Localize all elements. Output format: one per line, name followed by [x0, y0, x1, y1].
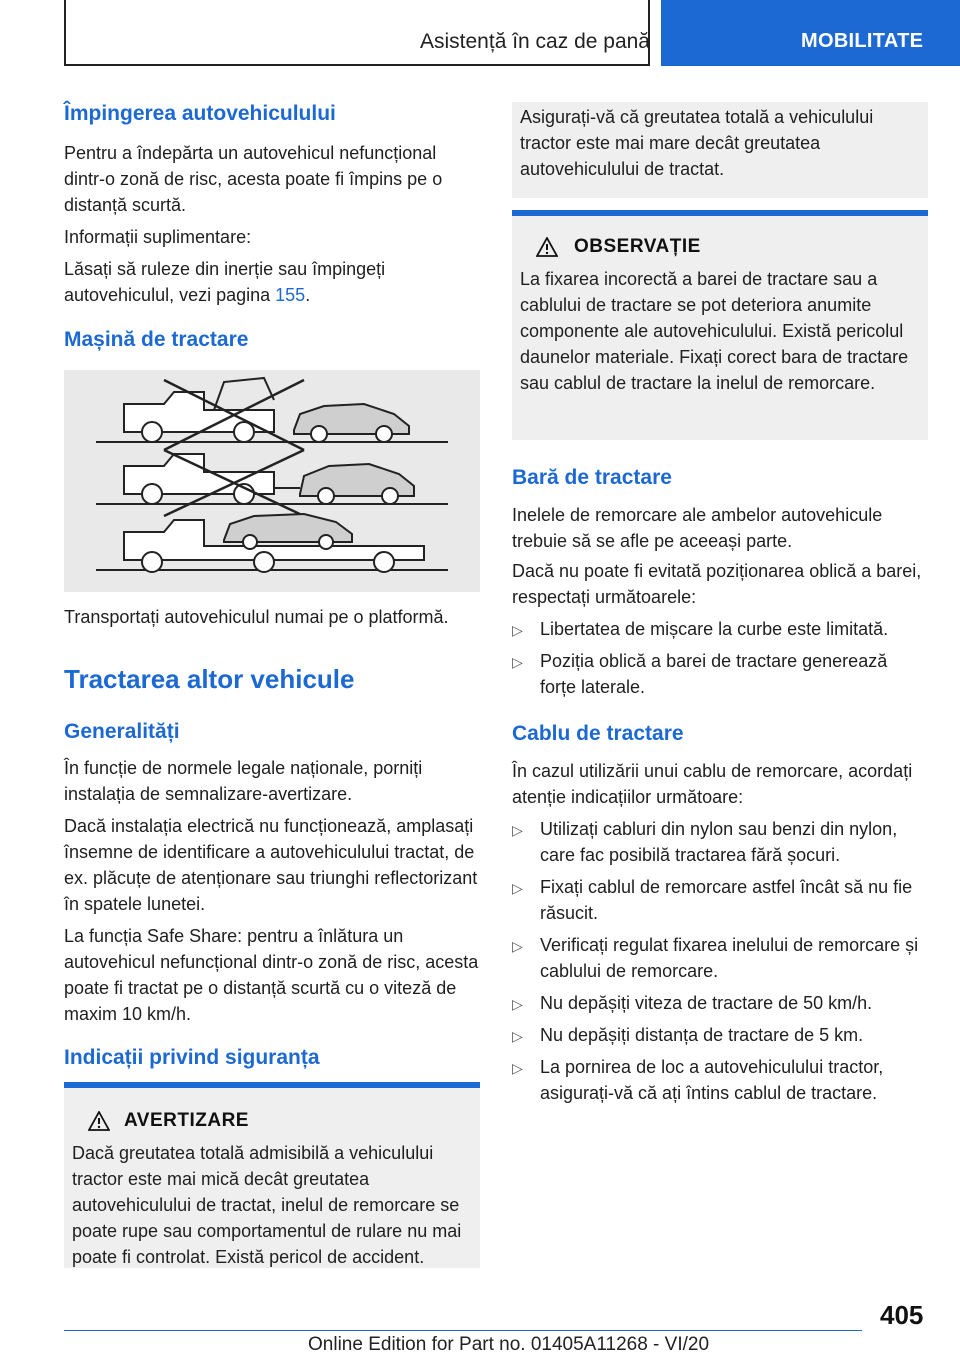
list-item	[512, 1022, 928, 1048]
list-item	[512, 648, 928, 700]
edition-text: Online Edition for Part no. 01405A11268 - VI/20	[308, 1334, 710, 1355]
wheel	[319, 535, 333, 549]
cable-bullet-list	[512, 816, 928, 1106]
figure-caption: Transportați autovehiculul numai pe o platformă.	[64, 607, 449, 627]
general-paragraph-1: În funcție de normele legale naționale, porniți instalația de semnalizare-avertizare.	[64, 758, 423, 804]
list-item	[512, 1054, 928, 1106]
warning-header	[72, 1110, 472, 1132]
list-item-text: Poziția oblică a barei de tractare generează forțe laterale.	[540, 651, 888, 697]
footer-divider	[64, 1330, 862, 1331]
header-tab-label: MOBILITATE	[801, 30, 924, 52]
header-section-title: Asistență în caz de pană	[420, 30, 650, 53]
triangle-right-icon: ▷	[512, 880, 523, 896]
warning-triangle-icon	[536, 237, 558, 257]
note-text: Asigurați-vă că greutatea totală a vehiculului tractor este mai mare decât greutatea autovehiculului de tractat.	[520, 107, 874, 179]
list-item-text: La pornirea de loc a autovehiculului tractor, asigurați-vă că ați întins cablul de tractare.	[540, 1057, 884, 1103]
list-item-text: Nu depășiți distanța de tractare de 5 km.	[540, 1025, 864, 1045]
push-paragraph-3-text: Lăsați să ruleze din inerție sau împingeți autovehiculul, vezi pagina	[64, 259, 386, 305]
triangle-right-icon: ▷	[512, 996, 523, 1012]
warning-title: AVERTIZARE	[124, 1110, 249, 1131]
wheel	[142, 484, 162, 504]
bar-paragraph-1: Inelele de remorcare ale ambelor autovehicule trebuie să se afle pe aceeași parte.	[512, 505, 883, 551]
header-tab-mobility[interactable]	[661, 0, 960, 66]
list-item-text: Nu depășiți viteza de tractare de 50 km/h.	[540, 993, 873, 1013]
heading-tow-cable: Cablu de tractare	[512, 722, 684, 745]
heading-general: Generalități	[64, 720, 180, 743]
wheel	[142, 422, 162, 442]
warning-text: Dacă greutatea totală admisibilă a vehiculului tractor este mai mică decât greutatea autovehiculului de tractat, inelul de remorcare se poate rupe sau comportamentul de rulare nu mai poate fi controlat. Există pericol de accident.	[72, 1143, 462, 1267]
heading-push: Împingerea autovehiculului	[64, 102, 336, 125]
general-paragraph-3: La funcția Safe Share: pentru a înlătura un autovehicul nefuncțional dintr-o zonă de risc, acesta poate fi tractat pe o distanță scurtă cu o viteză de maxim 10 km/h.	[64, 926, 479, 1024]
warning-box	[64, 1088, 480, 1268]
heading-tow-bar: Bară de tractare	[512, 466, 672, 489]
heading-tow-vehicle: Mașină de tractare	[64, 328, 249, 351]
page-number: 405	[880, 1300, 924, 1330]
triangle-right-icon: ▷	[512, 1028, 523, 1044]
list-item-text: Libertatea de mișcare la curbe este limitată.	[540, 619, 889, 639]
wheel	[382, 488, 398, 504]
list-item	[512, 990, 928, 1016]
triangle-right-icon: ▷	[512, 938, 523, 954]
list-item	[512, 874, 928, 926]
wheel	[254, 552, 274, 572]
bar-bullet-list	[512, 616, 928, 700]
notice-title: OBSERVAȚIE	[574, 236, 701, 257]
push-paragraph-2: Informații suplimentare:	[64, 227, 252, 247]
push-paragraph-3: Lăsați să ruleze din inerție sau împingeți autovehiculul, vezi pagina 155.	[64, 259, 386, 305]
cable-paragraph-1: În cazul utilizării unui cablu de remorcare, acordați atenție indicațiilor următoare:	[512, 761, 913, 807]
wheel	[243, 535, 257, 549]
wheel	[142, 552, 162, 572]
wheel	[374, 552, 394, 572]
general-paragraph-2: Dacă instalația electrică nu funcționează, amplasați însemne de identificare a autovehiculului tractat, de ex. plăcuțe de atenționare sau triunghi reflectorizant în spatele lunetei.	[64, 816, 478, 914]
wheel	[311, 426, 327, 442]
list-item	[512, 932, 928, 984]
list-item-text: Fixați cablul de remorcare astfel încât să nu fie răsucit.	[540, 877, 913, 923]
wheel	[234, 422, 254, 442]
push-paragraph-1: Pentru a îndepărta un autovehicul nefuncțional dintr-o zonă de risc, acesta poate fi împins pe o distanță scurtă.	[64, 143, 443, 215]
wheel	[318, 488, 334, 504]
warning-triangle-icon	[88, 1111, 110, 1131]
triangle-right-icon: ▷	[512, 622, 523, 638]
page-link[interactable]: 155	[275, 285, 306, 305]
heading-tow-other: Tractarea altor vehicule	[64, 664, 355, 694]
list-item	[512, 616, 928, 642]
triangle-right-icon: ▷	[512, 654, 523, 670]
wheel	[376, 426, 392, 442]
triangle-right-icon: ▷	[512, 1060, 523, 1076]
heading-safety: Indicații privind siguranța	[64, 1046, 320, 1069]
notice-header	[520, 236, 920, 258]
notice-text: La fixarea incorectă a barei de tractare sau a cablului de tractare se pot deteriora anumite componente ale autovehiculului. Există pericolul daunelor materiale. Fixați corect bara de tractare sau cablul de tractare la inelul de remorcare.	[520, 269, 909, 393]
notice-box	[512, 216, 928, 440]
list-item-text: Utilizați cabluri din nylon sau benzi din nylon, care fac posibilă tractarea fără șocuri.	[540, 819, 898, 865]
tow-boom	[214, 378, 274, 410]
towing-figure	[64, 370, 480, 592]
bar-paragraph-2: Dacă nu poate fi evitată poziționarea oblică a barei, respectați următoarele:	[512, 561, 922, 607]
list-item-text: Verificați regulat fixarea inelului de remorcare și cablului de remorcare.	[540, 935, 919, 981]
list-item	[512, 816, 928, 868]
towing-illustration	[64, 370, 480, 592]
note-box	[512, 102, 928, 198]
triangle-right-icon: ▷	[512, 822, 523, 838]
